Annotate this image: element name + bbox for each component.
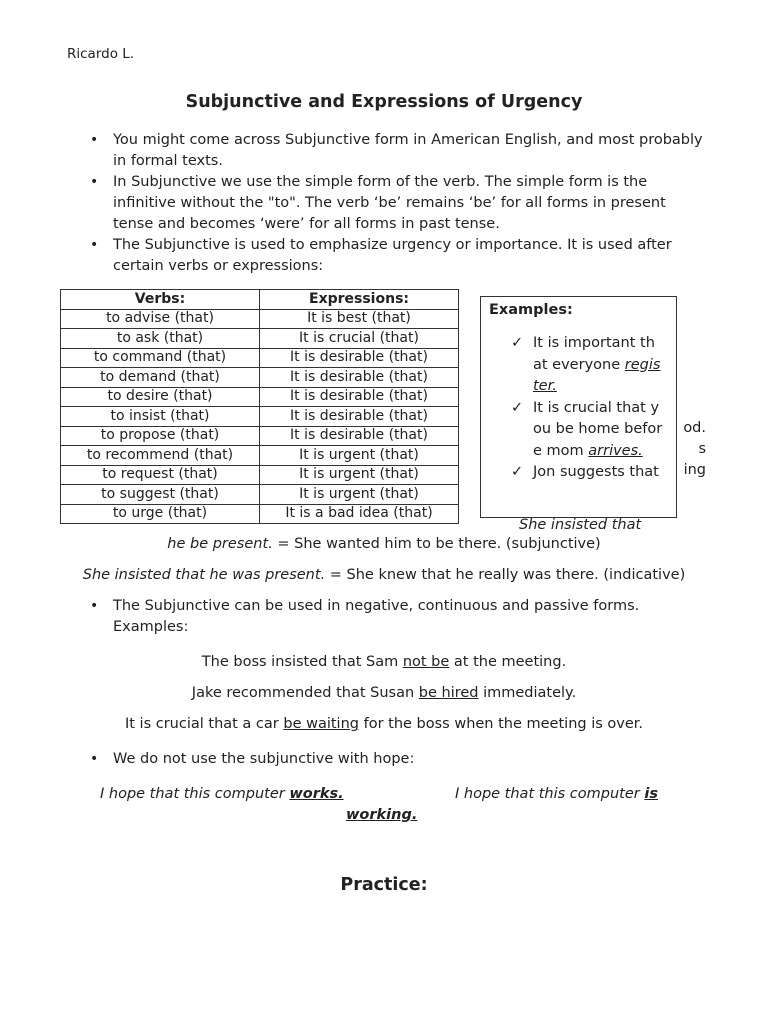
verbs-expressions-table: [60, 289, 459, 524]
checkmark-icon: ✓: [511, 464, 524, 480]
bullet-item: • The Subjunctive is used to emphasize urgency or importance. It is used after certain verbs or expressions:: [90, 235, 710, 277]
expression-cell: It is urgent (that): [260, 465, 459, 485]
bullet-item: • The Subjunctive can be used in negative, continuous and passive forms. Examples:: [90, 596, 710, 638]
table-row: [61, 446, 459, 466]
checkmark-icon: ✓: [511, 335, 524, 351]
verb-cell: to ask (that): [61, 329, 260, 349]
example-sentence-negative: [0, 652, 768, 672]
insisted-line-3: [0, 565, 768, 585]
verb-cell: to suggest (that): [61, 485, 260, 505]
table-row: [61, 309, 459, 329]
sentence-text: I hope that this computer: [100, 786, 290, 802]
hope-example-left: [100, 784, 370, 805]
examples-box-title: Examples:: [489, 302, 573, 318]
underlined-phrase: not be: [402, 654, 450, 670]
table-row: [61, 426, 459, 446]
list-item: [511, 333, 663, 398]
hope-example-right: [455, 784, 658, 805]
table-row: [61, 465, 459, 485]
expression-cell: It is a bad idea (that): [260, 504, 459, 524]
italic-phrase: he be present.: [167, 536, 273, 552]
sentence-text: It is crucial that a car: [124, 716, 284, 732]
expression-cell: It is crucial (that): [260, 329, 459, 349]
text-fragment: ing: [683, 462, 706, 478]
column-header-verbs: Verbs:: [61, 290, 260, 310]
text-fragment: od.: [683, 420, 706, 436]
expression-cell: It is desirable (that): [260, 407, 459, 427]
table-row: [61, 348, 459, 368]
verb-cell: to request (that): [61, 465, 260, 485]
table-row: [61, 407, 459, 427]
example-underlined-verb: register.: [533, 356, 661, 394]
example-underlined-verb: arrives.: [588, 442, 643, 459]
expression-cell: It is urgent (that): [260, 446, 459, 466]
hope-example-right-continued: working.: [346, 807, 418, 823]
list-item: [511, 462, 663, 484]
column-header-expressions: Expressions:: [260, 290, 459, 310]
example-sentence-continuous: [0, 714, 768, 734]
sentence-text: I hope that this computer: [455, 786, 645, 802]
expression-cell: It is desirable (that): [260, 426, 459, 446]
text-fragment: s: [698, 441, 706, 457]
example-text: Jon suggests that: [533, 464, 659, 480]
table-row: [61, 504, 459, 524]
sentence-text: at the meeting.: [449, 654, 567, 670]
sentence-text: The boss insisted that Sam: [201, 654, 403, 670]
sentence-text: for the boss when the meeting is over.: [358, 716, 644, 732]
intro-bullet-list: [90, 130, 710, 277]
examples-list: [511, 333, 663, 484]
explanation-text: = She knew that he really was there. (indicative): [325, 567, 686, 583]
table-row: [61, 485, 459, 505]
verb-cell: to desire (that): [61, 387, 260, 407]
checkmark-icon: ✓: [511, 399, 524, 416]
verb-cell: to demand (that): [61, 368, 260, 388]
examples-box: [480, 296, 677, 518]
verb-cell: to command (that): [61, 348, 260, 368]
bullet-item: • You might come across Subjunctive form in American English, and most probably in formal texts.: [90, 130, 710, 172]
example-text: It is crucial that you be home before mom: [533, 399, 663, 459]
underlined-phrase: be waiting: [283, 716, 359, 732]
table-row: [61, 387, 459, 407]
insisted-line-1: She insisted that: [519, 517, 642, 533]
page-title: Subjunctive and Expressions of Urgency: [185, 92, 583, 112]
verb-cell: to advise (that): [61, 309, 260, 329]
negative-forms-bullet: [90, 596, 710, 638]
table-row: [61, 368, 459, 388]
example-text: It is important that everyone: [533, 335, 655, 373]
italic-phrase: She insisted that he was present.: [82, 567, 326, 583]
practice-heading: Practice:: [340, 875, 428, 895]
bold-verb: is: [644, 786, 658, 802]
bullet-item: • In Subjunctive we use the simple form of the verb. The simple form is the infinitive without the "to". The verb ‘be’ remains ‘be’ for all forms in present tense and becomes ‘were’ for all forms in past tense.: [90, 172, 710, 235]
expression-cell: It is best (that): [260, 309, 459, 329]
table-row: [61, 329, 459, 349]
verb-cell: to insist (that): [61, 407, 260, 427]
verb-cell: to propose (that): [61, 426, 260, 446]
sentence-text: immediately.: [478, 685, 577, 701]
author-name: Ricardo L.: [67, 46, 135, 62]
expression-cell: It is desirable (that): [260, 387, 459, 407]
example-sentence-passive: [0, 683, 768, 703]
list-item: [511, 398, 663, 463]
explanation-text: = She wanted him to be there. (subjunctive): [272, 536, 601, 552]
expression-cell: It is desirable (that): [260, 368, 459, 388]
verb-cell: to recommend (that): [61, 446, 260, 466]
expression-cell: It is urgent (that): [260, 485, 459, 505]
verb-cell: to urge (that): [61, 504, 260, 524]
underlined-phrase: be hired: [418, 685, 479, 701]
bullet-item: • We do not use the subjunctive with hope:: [90, 749, 710, 770]
hope-bullet: [90, 749, 710, 770]
bold-verb: works.: [289, 786, 344, 802]
insisted-line-2: [0, 534, 768, 554]
sentence-text: Jake recommended that Susan: [191, 685, 419, 701]
expression-cell: It is desirable (that): [260, 348, 459, 368]
